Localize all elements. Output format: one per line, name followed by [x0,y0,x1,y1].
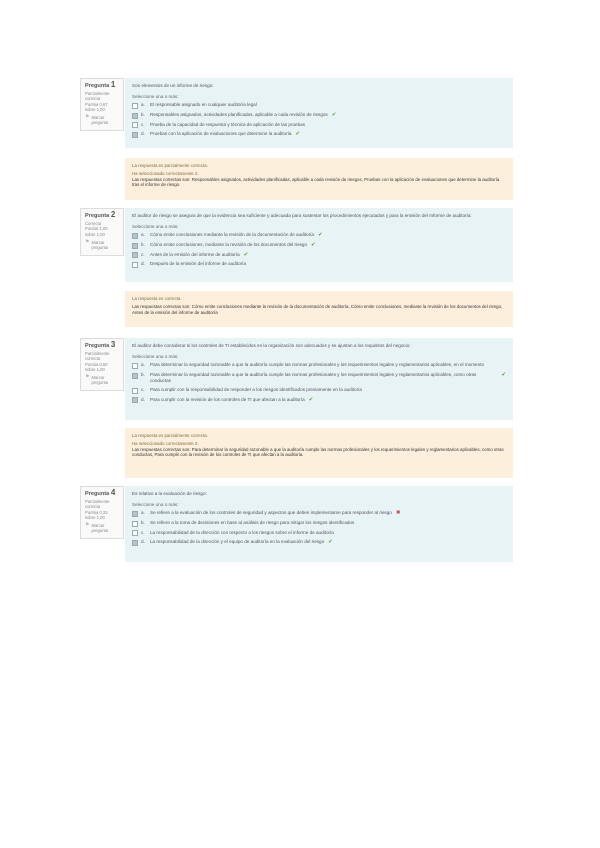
question-status: Correcta [85,221,102,227]
flag-question-button[interactable]: ⚑ Marcar pregunta [85,374,109,386]
question-number: Pregunta 3 [85,340,116,349]
check-icon: ✔ [243,251,249,258]
question-prompt: El auditor debe considerar si los controles de TI establecidos en la organización son adecuados y se ajustan a los requisitos del negocio: [132,343,411,348]
checkbox[interactable] [132,252,138,258]
question-score: Puntúa 0,67 sobre 1,00 [85,101,108,112]
flag-question-button[interactable]: ⚑ Marcar pregunta [85,114,109,126]
checkbox[interactable] [132,397,138,403]
question-prompt: Es relativo a la evaluación de riesgo: [132,491,207,496]
question-score: Puntúa 1,00 sobre 1,00 [85,226,108,237]
question-content [125,338,513,420]
feedback-title: La respuesta es parcialmente correcta. [132,163,208,168]
question-number: Pregunta 1 [85,80,116,89]
question-content [125,486,513,562]
select-label: Seleccione una o más: [132,224,179,229]
checkbox[interactable] [132,540,138,546]
checkbox[interactable] [132,132,138,138]
check-icon: ✔ [295,131,301,138]
feedback-subtitle: Ha seleccionado correctamente 2. [132,170,199,176]
answer-option[interactable]: c. La responsabilidad de la dirección con respecto a los riesgos sobre el informe de auditoría [132,530,506,537]
checkbox[interactable] [132,262,138,268]
feedback-text: Las respuestas correctas son: Responsables asignados, actividades planificadas, aplicable a cada revisión de riesgos, Pruebas con la aplicación de evaluaciones que determine la auditoría tras el informe de riesgo. [132,176,500,188]
answer-option[interactable]: a. Se refiere a la evaluación de los controles de seguridad y aspectos que deben implementarse para responder al riesgo ✖ [132,510,506,517]
answer-option[interactable]: c. Antes de la emisión del informe de auditoría ✔ [132,252,506,259]
question-info [80,78,124,131]
question-status: Parcialmente correcta [85,499,110,510]
answer-option[interactable]: d. La responsabilidad de la dirección y el equipo de auditoría en la evaluación del riesgo ✔ [132,539,506,546]
feedback-text: Las respuestas correctas son: Cómo emite conclusiones mediante la revisión de la documentación de auditoría, Cómo emite conclusiones, mediante la revisión de los documentos del riesgo, Antes de la emisión del informe de auditoría [132,303,503,315]
flag-icon: ⚑ [85,238,90,245]
checkbox[interactable] [132,530,138,536]
answer-option[interactable]: d. Después de la emisión del informe de auditoría [132,261,506,268]
check-icon: ✔ [331,111,337,118]
question-content [125,208,513,282]
feedback-text: Las respuestas correctas son: Para determinar la seguridad razonable a que la auditoría cumple las normas profesionales y los requerimientos legales y reglamentarios aplicables, como otras conductas, Para cumplir con la revisión de los controles de TI que afectan a la auditoría. [132,446,504,458]
question-status: Parcialmente correcta [85,91,110,102]
answer-option[interactable]: c. Prueba de la capacidad de respuesta y técnica de aplicación de las pruebas [132,122,506,129]
checkbox[interactable] [132,511,138,517]
checkbox[interactable] [132,103,138,109]
feedback-subtitle: Ha seleccionado correctamente 2. [132,440,199,446]
check-icon: ✔ [328,539,333,546]
flag-question-button[interactable]: ⚑ Marcar pregunta [85,522,109,534]
checkbox[interactable] [132,243,138,249]
checkbox[interactable] [132,373,138,379]
answer-option[interactable]: b. Responsables asignados, actividades planificadas, aplicable a cada revisión de riesgos ✔ [132,112,506,119]
answer-option[interactable]: c. Para cumplir con la responsabilidad de responder a los riesgos identificados previamente en la auditoría [132,387,506,394]
check-icon: ✔ [311,241,316,248]
question-number: Pregunta 4 [85,488,116,497]
answer-option[interactable]: b. Para determinar la seguridad razonable a que la auditoría cumple las normas profesionales y los requerimientos legales y reglamentarios aplicables, como otras conductas ✔ [132,372,506,384]
answer-option[interactable]: b. Se refiere a la toma de decisiones en base al análisis de riesgo para mitigar los riesgos identificados [132,520,506,527]
answer-option[interactable]: a. Cómo emite conclusiones mediante la revisión de la documentación de auditoría ✔ [132,232,506,239]
question-content [125,78,513,148]
checkbox[interactable] [132,363,138,369]
feedback-box [125,291,513,327]
question-score: Puntúa 0,50 sobre 1,00 [85,361,108,372]
answer-option[interactable]: a. El responsable asignado en cualquier auditoría legal [132,102,506,109]
flag-icon: ⚑ [85,522,90,529]
checkbox[interactable] [132,122,138,128]
checkbox[interactable] [132,113,138,119]
check-icon: ✔ [308,396,314,403]
answer-option[interactable]: d. Para cumplir con la revisión de los controles de TI que afectan a la auditoría ✔ [132,397,506,404]
select-label: Seleccione una o más: [132,354,179,359]
answer-option[interactable]: b. Cómo emite conclusiones, mediante la revisión de los documentos del riesgo ✔ [132,242,506,249]
feedback-title: La respuesta es parcialmente correcta. [132,433,208,438]
check-icon: ✔ [501,371,506,378]
select-label: Seleccione una o más: [132,94,179,99]
checkbox[interactable] [132,233,138,239]
question-info [80,486,124,539]
checkbox[interactable] [132,388,138,394]
checkbox[interactable] [132,521,138,527]
question-prompt: El auditor de riesgo se asegura de que la evidencia sea suficiente y adecuada para sustentar los procedimientos ejecutados y para la emisión del Informe de auditoría: [132,213,472,218]
feedback-title: La respuesta es correcta. [132,296,182,301]
question-info [80,338,124,391]
feedback-box [125,428,513,478]
flag-icon: ⚑ [85,374,90,381]
cross-icon: ✖ [395,510,401,516]
question-number: Pregunta 2 [85,210,116,219]
question-score: Puntúa 0,33 sobre 1,00 [85,509,108,520]
question-status: Parcialmente correcta [85,351,110,362]
answer-option[interactable]: a. Para determinar la seguridad razonable a que la auditoría cumple las normas profesionales y los requerimientos legales y reglamentarios aplicables, en el momento [132,362,506,369]
feedback-box [125,158,513,200]
flag-icon: ⚑ [85,114,90,121]
question-prompt: Son elementos de un informe de riesgo: [132,83,214,88]
flag-question-button[interactable]: ⚑ Marcar pregunta [85,238,109,251]
answer-option[interactable]: d. Pruebas con la aplicación de evaluaciones que determine la auditoría ✔ [132,131,506,138]
check-icon: ✔ [317,232,323,238]
select-label: Seleccione una o más: [132,502,179,507]
question-info [80,208,124,256]
